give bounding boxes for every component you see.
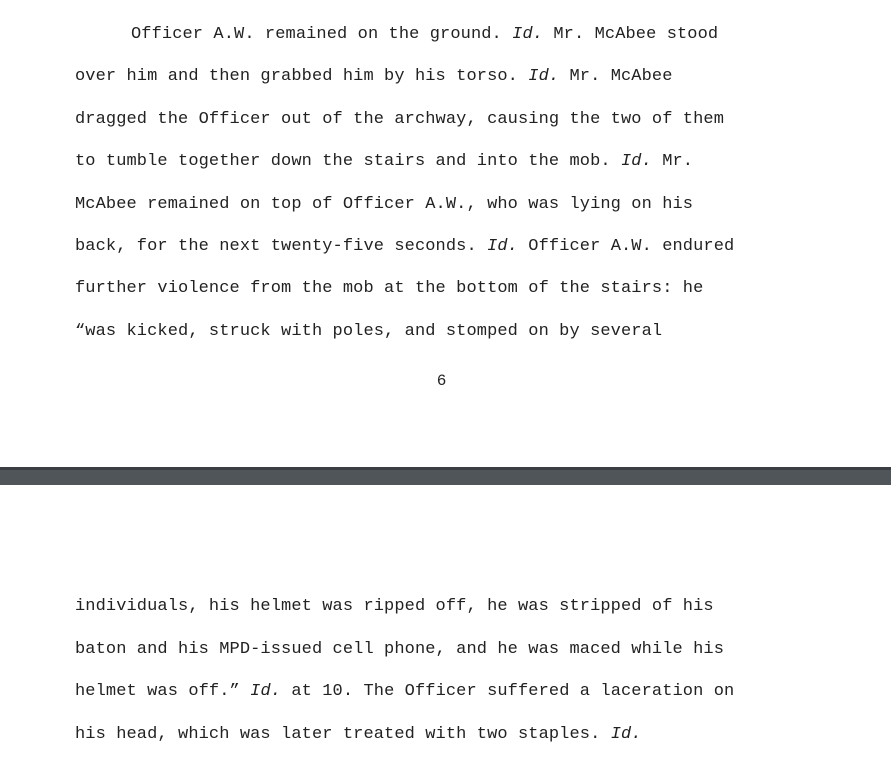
text-run: helmet was off.” [75,682,251,701]
page-separator-edge [0,467,891,470]
text-line [75,725,642,745]
text-run: over him and then grabbed him by his torso. [75,67,529,86]
text-run: at 10. The Officer suffered a laceration on [281,682,735,701]
text-line [75,279,703,299]
text-line [75,152,693,172]
text-line [75,322,662,342]
text-run: to tumble together down the stairs and into the mob. [75,152,621,171]
text-line [131,25,718,45]
text-line [75,597,714,617]
text-run: individuals, his helmet was ripped off, he was stripped of his [75,597,714,616]
citation-text: Id. [528,67,560,86]
citation-text: Id. [250,682,282,701]
text-line [75,682,734,702]
text-line [75,67,673,87]
text-run: his head, which was later treated with two staples. [75,725,611,744]
text-run: back, for the next twenty-five seconds. [75,237,488,256]
text-line [75,640,724,660]
text-run: Officer A.W. remained on the ground. [131,25,513,44]
text-run: further violence from the mob at the bottom of the stairs: he [75,279,704,298]
citation-text: Id. [621,152,652,171]
text-run: Officer A.W. endured [517,237,735,256]
text-line [75,237,734,257]
text-run: McAbee remained on top of Officer A.W., who was lying on his [75,195,694,214]
text-line [75,195,693,215]
text-run: Mr. McAbee [559,67,673,86]
citation-text: Id. [512,25,544,44]
text-run: Mr. [651,152,694,171]
text-run: Mr. McAbee stood [543,25,719,44]
text-run: baton and his MPD-issued cell phone, and he was maced while his [75,640,725,659]
page-number: 6 [436,372,447,390]
citation-text: Id. [487,237,518,256]
citation-text: Id. [610,725,642,744]
document-page-bottom [0,485,891,759]
text-line [75,110,724,130]
text-run: dragged the Officer out of the archway, causing the two of them [75,110,725,129]
text-run: “was kicked, struck with poles, and stomped on by several [75,322,663,341]
